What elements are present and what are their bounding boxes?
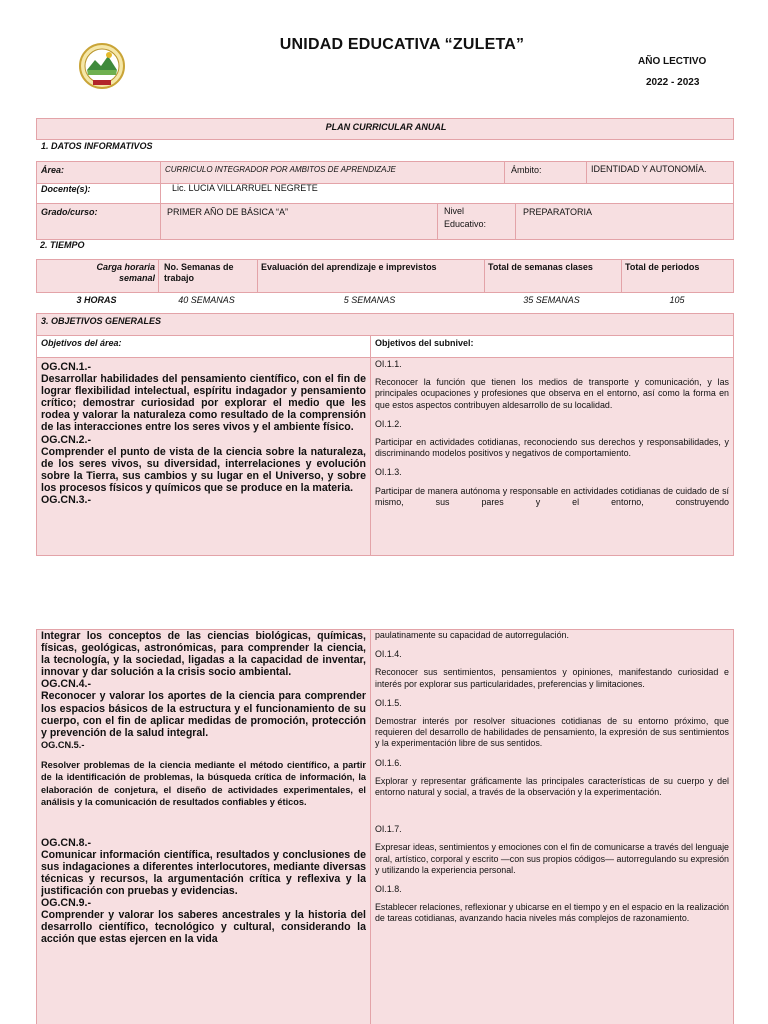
docente-row xyxy=(36,183,734,204)
tiempo-header-total-semanas: Total de semanas clases xyxy=(488,262,593,272)
area-label: Área: xyxy=(41,165,65,175)
objetivo-area-code: OG.CN.1.- xyxy=(41,361,92,373)
area-row xyxy=(36,161,734,184)
objetivo-subnivel-code: OI.1.5. xyxy=(375,697,402,708)
tiempo-values-row xyxy=(36,292,734,313)
objetivo-area-code: OG.CN.2.- xyxy=(41,433,92,446)
section-2-title: 2. TIEMPO xyxy=(40,240,85,250)
objetivo-subnivel-code: OI.1.8. xyxy=(375,884,402,895)
tiempo-header-carga: Carga horaria semanal xyxy=(96,262,155,283)
school-year-value: 2022 - 2023 xyxy=(646,77,700,88)
tiempo-header-row xyxy=(36,259,734,293)
objetivo-area-text: Desarrollar habilidades del pensamiento científico, con el fin de lograr flexibilidad intelectual, espíritu indagador y pensamiento crítico; demostrar curiosidad por explorar el medio que les rodea y valorar la naturaleza como resultado de la comprensión de las interacciones entre los seres vivos y el ambiente físico. xyxy=(41,373,366,434)
objetivo-area-code: OG.CN.8.- xyxy=(41,836,92,849)
school-year-label: AÑO LECTIVO xyxy=(638,56,707,67)
docente-label: Docente(s): xyxy=(41,184,91,194)
objetivo-area-code: OG.CN.3.- xyxy=(41,494,92,507)
ambito-label: Ámbito: xyxy=(511,165,542,175)
objetivo-subnivel-text: Reconocer sus sentimientos, pensamientos y opiniones, manifestando curiosidad e interés por explorar sus particularidades, preferencias y limitaciones. xyxy=(375,667,729,689)
objetivos-body-page-2 xyxy=(36,629,734,1024)
objetivo-area-text: Integrar los conceptos de las ciencias biológicas, químicas, físicas, geológicas, astronómicas, para comprender la ciencia, la tecnología, y la sociedad, ligadas a la capacidad de inventar, innovar y dar solución a la crisis socio ambiental. xyxy=(41,630,366,679)
section-2-heading-row xyxy=(36,240,734,260)
objetivo-area-code: OG.CN.9.- xyxy=(41,897,92,910)
objetivo-subnivel-code: OI.1.7. xyxy=(375,824,402,835)
objetivos-body-page-1 xyxy=(36,357,734,556)
tiempo-value-total-periodos: 105 xyxy=(669,295,685,305)
tiempo-header-semanas: No. Semanas de trabajo xyxy=(164,262,234,283)
section-3-title: 3. OBJETIVOS GENERALES xyxy=(41,316,162,326)
school-title: UNIDAD EDUCATIVA “ZULETA” xyxy=(279,36,525,53)
objetivos-area-column-continued xyxy=(41,630,366,1024)
objetivo-subnivel-text: Establecer relaciones, reflexionar y ubicarse en el tiempo y en el espacio en la realización de tareas cotidianas, avanzando hacia niveles más complejos de razonamiento. xyxy=(375,902,729,924)
objetivo-subnivel-text: Demostrar interés por resolver situaciones cotidianas de su entorno próximo, que requieren del desarrollo de habilidades de pensamiento, la expresión de sus sentimientos y la experimentación libre de sus sentidos. xyxy=(375,716,729,749)
objetivos-area-column xyxy=(41,361,366,553)
objetivo-subnivel-code: OI.1.1. xyxy=(375,359,402,369)
tiempo-header-total-periodos: Total de periodos xyxy=(625,262,700,272)
objetivo-area-text: Comprender el punto de vista de la ciencia sobre la naturaleza, de los seres vivos, su diversidad, interrelaciones y evolución sobre la Tierra, sus cambios y su lugar en el Universo, y sobre los procesos físicos y químicos que se produce en la materia. xyxy=(41,445,366,494)
plan-title-row xyxy=(36,118,734,140)
objetivo-subnivel-text: paulatinamente su capacidad de autorregulación. xyxy=(375,630,569,640)
objetivo-area-text: Resolver problemas de la ciencia mediante el método científico, a partir de la identificación de problemas, la búsqueda crítica de información, la elaboración de conjetura, el diseño de actividades experimentales, el análisis y la comunicación de resultados confiables y éticos. xyxy=(41,759,366,808)
tiempo-value-total-semanas: 35 SEMANAS xyxy=(523,295,580,305)
ambito-value: IDENTIDAD Y AUTONOMÍA. xyxy=(591,164,707,174)
objetivo-area-text: Comunicar información científica, resultados y conclusiones de sus indagaciones a diferentes interlocutores, mediante diversas técnicas y recursos, la argumentación crítica y reflexiva y la justificación con pruebas y evidencias. xyxy=(41,848,366,897)
objetivo-area-text: Reconocer y valorar los aportes de la ciencia para comprender los espacios básicos de la estructura y el funcionamiento de su cuerpo, con el fin de aplicar medidas de promoción, protección y prevención de la salud integral. xyxy=(41,690,366,739)
objetivo-subnivel-text: Explorar y representar gráficamente las principales características de su cuerpo y del entorno natural y social, a través de la observación y la experimentación. xyxy=(375,775,729,798)
section-1-title: 1. DATOS INFORMATIVOS xyxy=(41,141,153,151)
objetivo-subnivel-text: Reconocer la función que tienen los medios de transporte y comunicación, y las principales ocupaciones y profesiones que observa en el entorno, así como la forma en que estos aspectos contribuyen aldesarrollo de su localidad. xyxy=(375,377,729,410)
nivel-label-line-1: Nivel xyxy=(444,206,465,216)
objetivos-area-header: Objetivos del área: xyxy=(41,338,122,348)
nivel-value: PREPARATORIA xyxy=(523,207,593,217)
objetivo-subnivel-text: Expresar ideas, sentimientos y emociones con el fin de comunicarse a través del lenguaje oral, artístico, corporal y escrito —con sus propios códigos— autorregulando su expresión y utilizando la experiencia personal. xyxy=(375,842,729,875)
objetivo-subnivel-code: OI.1.6. xyxy=(375,757,402,768)
objetivo-subnivel-code: OI.1.4. xyxy=(375,649,402,660)
objetivos-header-row xyxy=(36,335,734,358)
tiempo-header-evaluacion: Evaluación del aprendizaje e imprevistos xyxy=(261,262,437,272)
objetivo-subnivel-text: Participar en actividades cotidianas, reconociendo sus derechos y responsabilidades, y discriminando modelos positivos y negativos de comportamiento. xyxy=(375,437,729,459)
tiempo-value-semanas: 40 SEMANAS xyxy=(178,295,235,305)
objetivo-subnivel-text: Participar de manera autónoma y responsable en actividades cotidianas de cuidado de sí mismo, sus pares y el entorno, construyendo xyxy=(375,485,729,507)
section-3-heading-row xyxy=(36,313,734,336)
area-value: CURRICULO INTEGRADOR POR AMBITOS DE APRENDIZAJE xyxy=(165,165,396,174)
tiempo-value-carga: 3 HORAS xyxy=(76,295,117,305)
objetivo-area-text: Comprender y valorar los saberes ancestrales y la historia del desarrollo científico, tecnológico y cultural, considerando la acción que estas ejercen en la vida xyxy=(41,909,366,946)
grado-value: PRIMER AÑO DE BÁSICA “A” xyxy=(167,207,289,217)
grado-label: Grado/curso: xyxy=(41,207,98,217)
section-1-heading-row xyxy=(36,140,734,161)
grado-row xyxy=(36,203,734,240)
objetivos-subnivel-column-continued xyxy=(375,630,729,1024)
plan-title: PLAN CURRICULAR ANUAL xyxy=(325,122,447,132)
objetivos-subnivel-header: Objetivos del subnivel: xyxy=(375,338,474,348)
objetivo-subnivel-code: OI.1.3. xyxy=(375,467,402,478)
tiempo-value-evaluacion: 5 SEMANAS xyxy=(343,295,396,305)
objetivo-area-code: OG.CN.5.- xyxy=(41,739,85,750)
docente-value: Lic. LUCIA VILLARRUEL NEGRETE xyxy=(172,183,318,193)
objetivos-subnivel-column xyxy=(375,359,729,555)
objetivo-area-code: OG.CN.4.- xyxy=(41,678,92,691)
objetivo-subnivel-code: OI.1.2. xyxy=(375,418,402,429)
nivel-label-line-2: Educativo: xyxy=(444,219,487,229)
